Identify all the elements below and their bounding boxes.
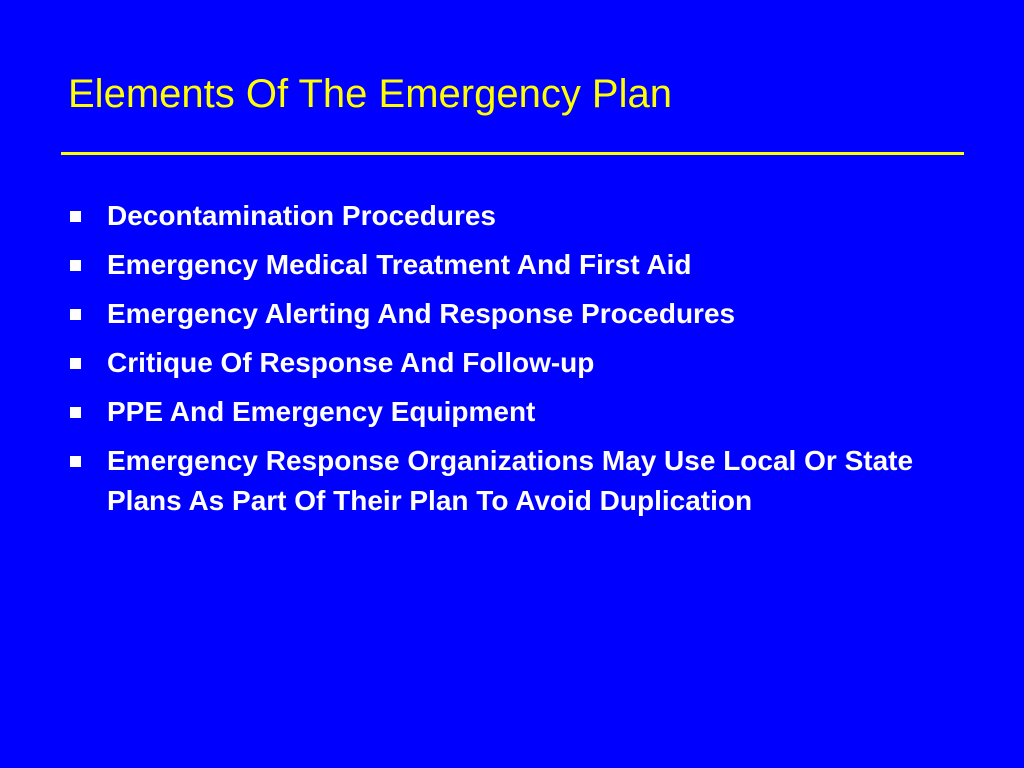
bullet-item (70, 196, 960, 236)
bullet-text: Emergency Response Organizations May Use Local Or State Plans As Part Of Their Plan To Avoid Duplication (107, 445, 914, 516)
bullet-item (70, 294, 960, 334)
square-bullet-icon (70, 358, 81, 369)
bullet-text: Emergency Medical Treatment And First Aid (107, 249, 692, 280)
bullet-text: Decontamination Procedures (107, 200, 496, 231)
square-bullet-icon (70, 260, 81, 271)
bullet-list (70, 196, 960, 530)
bullet-item (70, 441, 957, 521)
title-underline (61, 152, 964, 155)
square-bullet-icon (70, 407, 81, 418)
bullet-text: Critique Of Response And Follow-up (107, 347, 595, 378)
bullet-item (70, 245, 960, 285)
square-bullet-icon (70, 309, 81, 320)
bullet-item (70, 343, 960, 383)
bullet-text: Emergency Alerting And Response Procedures (107, 298, 736, 329)
bullet-text: PPE And Emergency Equipment (107, 396, 536, 427)
square-bullet-icon (70, 211, 81, 222)
square-bullet-icon (70, 456, 81, 467)
bullet-item (70, 392, 960, 432)
slide-title: Elements Of The Emergency Plan (68, 72, 672, 116)
